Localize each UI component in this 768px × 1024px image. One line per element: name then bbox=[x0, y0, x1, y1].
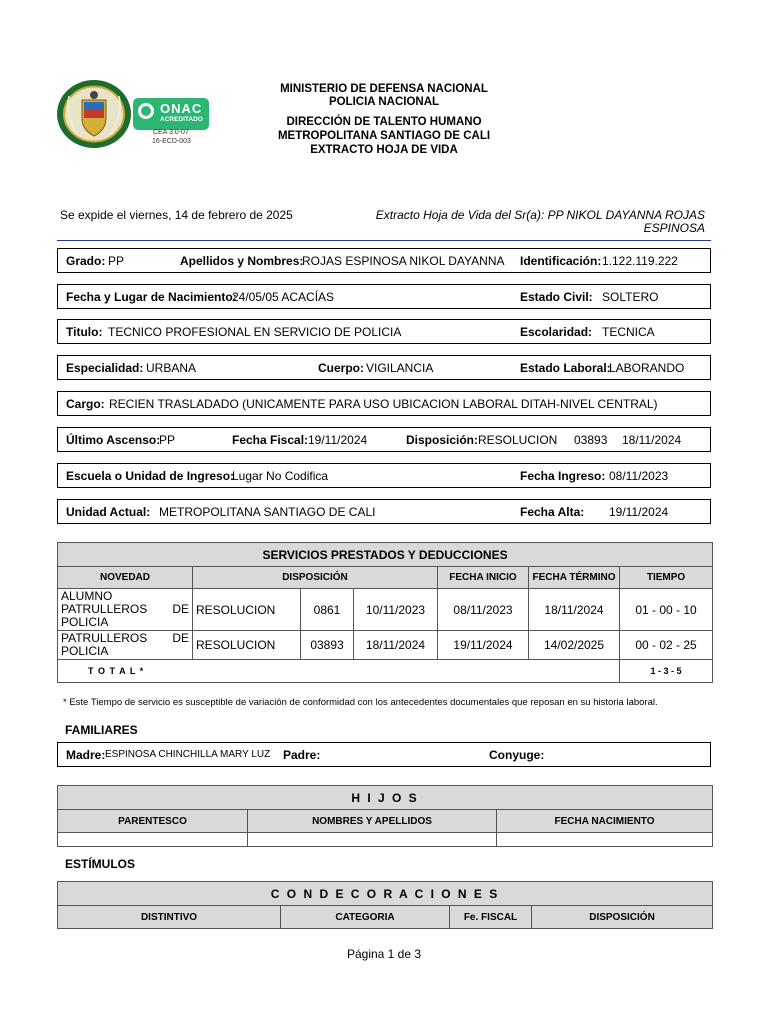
novedad-line: POLICIA bbox=[61, 615, 109, 629]
empty-cell bbox=[497, 833, 713, 847]
novedad-line: POLICIA bbox=[61, 644, 109, 658]
col-nombres-apellidos: NOMBRES Y APELLIDOS bbox=[248, 810, 497, 833]
issue-date: Se expide el viernes, 14 de febrero de 2025 bbox=[60, 208, 293, 222]
novedad-cell bbox=[58, 631, 193, 660]
col-tiempo: TIEMPO bbox=[620, 567, 713, 589]
table-row bbox=[58, 589, 713, 631]
condecoraciones-title: C O N D E C O R A C I O N E S bbox=[58, 882, 713, 906]
ingreso-value: Lugar No Codifica bbox=[232, 469, 329, 483]
fecha-fiscal-label: Fecha Fiscal: bbox=[232, 433, 309, 447]
nacimiento-label: Fecha y Lugar de Nacimiento: bbox=[66, 290, 237, 304]
disposicion-tipo-cell: RESOLUCION bbox=[193, 631, 301, 660]
identificacion-label: Identificación: bbox=[520, 254, 602, 268]
novedad-word: DE bbox=[172, 631, 189, 645]
col-fecha-termino: FECHA TÉRMINO bbox=[529, 567, 620, 589]
table-row bbox=[58, 631, 713, 660]
header-policia: POLICIA NACIONAL bbox=[328, 96, 440, 108]
disposicion-fecha-cell: 10/11/2023 bbox=[354, 589, 438, 631]
header-divider bbox=[57, 240, 711, 241]
fecha-fiscal-value: 19/11/2024 bbox=[308, 433, 368, 447]
grado-value: PP bbox=[108, 254, 125, 268]
col-parentesco: PARENTESCO bbox=[58, 810, 248, 833]
extract-title-line2: ESPINOSA bbox=[643, 221, 705, 235]
servicios-table bbox=[57, 542, 713, 683]
col-disposicion-cond: DISPOSICIÓN bbox=[532, 906, 713, 929]
table-row bbox=[58, 833, 713, 847]
fecha-termino-cell: 18/11/2024 bbox=[529, 589, 620, 631]
fecha-inicio-cell: 19/11/2024 bbox=[438, 631, 529, 660]
fecha-ingreso-value: 08/11/2023 bbox=[609, 469, 669, 483]
titulo-label: Titulo: bbox=[66, 325, 103, 339]
novedad-line: ALUMNO bbox=[61, 589, 113, 603]
col-fecha-nacimiento: FECHA NACIMIENTO bbox=[497, 810, 713, 833]
ascenso-value: PP bbox=[159, 433, 176, 447]
extract-title-line1: Extracto Hoja de Vida del Sr(a): PP NIKOL DAYANNA ROJAS bbox=[375, 208, 705, 222]
col-distintivo: DISTINTIVO bbox=[58, 906, 281, 929]
disposicion-numero-cell: 0861 bbox=[301, 589, 354, 631]
fecha-ingreso-label: Fecha Ingreso: bbox=[520, 469, 606, 483]
estado-civil-label: Estado Civil: bbox=[520, 290, 593, 304]
novedad-cell bbox=[58, 589, 193, 631]
novedad-word: DE bbox=[172, 602, 189, 616]
col-fecha-inicio: FECHA INICIO bbox=[438, 567, 529, 589]
col-disposicion: DISPOSICIÓN bbox=[193, 567, 438, 589]
escolaridad-value: TECNICA bbox=[602, 325, 655, 339]
col-categoria: CATEGORIA bbox=[281, 906, 450, 929]
unidad-actual-label: Unidad Actual: bbox=[66, 505, 151, 519]
madre-label: Madre: bbox=[66, 748, 106, 762]
ascenso-label: Último Ascenso: bbox=[66, 433, 161, 447]
apellidos-value: ROJAS ESPINOSA NIKOL DAYANNA bbox=[302, 254, 505, 268]
apellidos-label: Apellidos y Nombres: bbox=[180, 254, 304, 268]
fecha-alta-label: Fecha Alta: bbox=[520, 505, 585, 519]
estimulos-title: ESTÍMULOS bbox=[65, 857, 136, 871]
condecoraciones-table bbox=[57, 881, 713, 929]
row-titulo bbox=[57, 319, 711, 344]
cargo-label: Cargo: bbox=[66, 397, 105, 411]
grado-label: Grado: bbox=[66, 254, 106, 268]
madre-value: ESPINOSA CHINCHILLA MARY LUZ bbox=[105, 749, 271, 760]
empty-cell bbox=[248, 833, 497, 847]
row-nacimiento bbox=[57, 284, 711, 309]
familiares-title: FAMILIARES bbox=[65, 723, 138, 737]
especialidad-value: URBANA bbox=[146, 361, 197, 375]
tiempo-cell: 00 - 02 - 25 bbox=[620, 631, 713, 660]
disposicion-fecha-cell: 18/11/2024 bbox=[354, 631, 438, 660]
header-ministerio: MINISTERIO DE DEFENSA NACIONAL bbox=[280, 83, 488, 95]
fecha-termino-cell: 14/02/2025 bbox=[529, 631, 620, 660]
onac-code-1: CEA 3.0-07 bbox=[153, 129, 189, 136]
page-number: Página 1 de 3 bbox=[346, 947, 422, 961]
row-cargo bbox=[57, 391, 711, 416]
unidad-actual-value: METROPOLITANA SANTIAGO DE CALI bbox=[159, 505, 376, 519]
disposicion-numero-cell: 03893 bbox=[301, 631, 354, 660]
especialidad-label: Especialidad: bbox=[66, 361, 144, 375]
header-direccion: DIRECCIÓN DE TALENTO HUMANO bbox=[286, 116, 482, 128]
nacimiento-value: 24/05/05 ACACÍAS bbox=[232, 290, 335, 304]
header-extracto: EXTRACTO HOJA DE VIDA bbox=[310, 144, 458, 156]
escolaridad-label: Escolaridad: bbox=[520, 325, 593, 339]
hijos-title: H I J O S bbox=[58, 786, 713, 810]
col-novedad: NOVEDAD bbox=[58, 567, 193, 589]
fecha-inicio-cell: 08/11/2023 bbox=[438, 589, 529, 631]
row-unidad-actual bbox=[57, 499, 711, 524]
cuerpo-value: VIGILANCIA bbox=[366, 361, 434, 375]
disposicion-fecha: 18/11/2024 bbox=[622, 433, 682, 447]
estado-laboral-label: Estado Laboral: bbox=[520, 361, 611, 375]
estado-civil-value: SOLTERO bbox=[602, 290, 659, 304]
row-especialidad bbox=[57, 355, 711, 380]
empty-cell bbox=[58, 833, 248, 847]
col-fe-fiscal: Fe. FISCAL bbox=[450, 906, 532, 929]
row-ingreso bbox=[57, 463, 711, 488]
total-value: 1 - 3 - 5 bbox=[620, 660, 713, 683]
tiempo-cell: 01 - 00 - 10 bbox=[620, 589, 713, 631]
onac-sub: ACREDITADO bbox=[160, 116, 203, 123]
servicio-note: * Este Tiempo de servicio es susceptible de variación de conformidad con los antecedentes documentales que reposan en su historia laboral. bbox=[63, 697, 658, 708]
row-grado bbox=[57, 248, 711, 273]
fecha-alta-value: 19/11/2024 bbox=[609, 505, 669, 519]
cuerpo-label: Cuerpo: bbox=[318, 361, 364, 375]
identificacion-value: 1.122.119.222 bbox=[602, 254, 678, 268]
disposicion-tipo: RESOLUCION bbox=[478, 433, 558, 447]
novedad-word: PATRULLEROS bbox=[61, 602, 148, 616]
onac-code-2: 16-ECD-003 bbox=[152, 138, 191, 145]
titulo-value: TECNICO PROFESIONAL EN SERVICIO DE POLICIA bbox=[108, 325, 402, 339]
conyuge-label: Conyuge: bbox=[489, 748, 545, 762]
disposicion-label: Disposición: bbox=[406, 433, 479, 447]
header-metropolitana: METROPOLITANA SANTIAGO DE CALI bbox=[277, 130, 491, 142]
hijos-table bbox=[57, 785, 713, 847]
disposicion-tipo-cell: RESOLUCION bbox=[193, 589, 301, 631]
padre-label: Padre: bbox=[283, 748, 321, 762]
ingreso-label: Escuela o Unidad de Ingreso: bbox=[66, 469, 235, 483]
onac-name: ONAC bbox=[160, 101, 203, 116]
row-familiares bbox=[57, 742, 711, 767]
row-ascenso bbox=[57, 427, 711, 452]
servicios-title: SERVICIOS PRESTADOS Y DEDUCCIONES bbox=[58, 543, 713, 567]
novedad-word: PATRULLEROS bbox=[61, 631, 148, 645]
estado-laboral-value: LABORANDO bbox=[609, 361, 685, 375]
total-label: T O T A L * bbox=[58, 660, 620, 683]
cargo-value: RECIEN TRASLADADO (UNICAMENTE PARA USO UBICACION LABORAL DITAH-NIVEL CENTRAL) bbox=[109, 397, 658, 411]
disposicion-numero: 03893 bbox=[574, 433, 608, 447]
